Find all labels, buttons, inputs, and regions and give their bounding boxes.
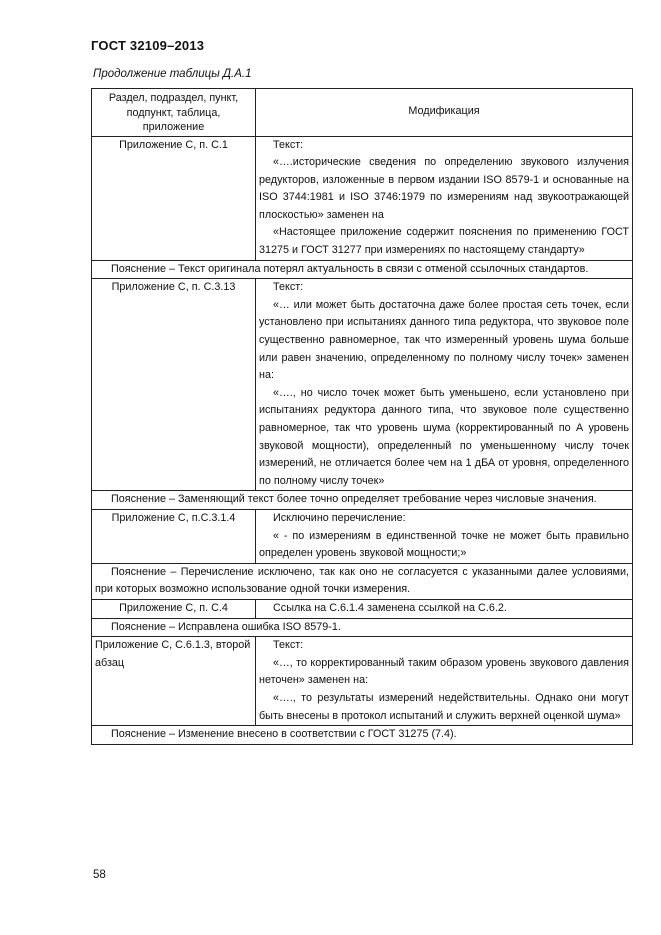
note-cell: Пояснение – Исправлена ошибка ISO 8579-1. — [92, 618, 633, 637]
note-cell: Пояснение – Изменение внесено в соответствии с ГОСТ 31275 (7.4). — [92, 726, 633, 745]
modification-cell — [256, 279, 633, 491]
modification-paragraph: Текст: — [273, 639, 304, 652]
section-cell: Приложение С, п. С.3.13 — [92, 279, 256, 491]
table-row — [92, 599, 633, 618]
modification-paragraph: «…, то корректированный таким образом уровень звукового давления неточен» заменен на: — [259, 656, 629, 687]
note-cell: Пояснение – Текст оригинала потерял актуальность в связи с отменой ссылочных стандартов. — [92, 260, 633, 279]
note-cell: Пояснение – Заменяющий текст более точно определяет требование через числовые значения. — [92, 491, 633, 510]
modification-paragraph: «… или может быть достаточна даже более простая сеть точек, если установлено при испытаниях данного типа редуктора, что звуковое поле существенно равномерное, так что измеренный уровень шума больше или равен значению, определенному по полному числу точек» заменен на: — [259, 298, 629, 382]
table-row — [92, 136, 633, 260]
modification-paragraph: Исключино перечисление: — [273, 511, 406, 524]
section-cell: Приложение С, п. С.4 — [92, 599, 256, 618]
modification-paragraph: «….исторические сведения по определению звукового излучения редукторов, изложенные в первом издании ISO 8579-1 и основанные на ISO 3744:1981 и ISO 3746:1979 по измерениям над звукоотражающей плоскостью» заменен на — [259, 156, 629, 221]
modification-paragraph: «Настоящее приложение содержит пояснения по применению ГОСТ 31275 и ГОСТ 31277 при измерениях по настоящему стандарту» — [259, 226, 629, 257]
document-code: ГОСТ 32109–2013 — [91, 38, 205, 53]
table-header-row — [92, 89, 633, 137]
section-cell: Приложение С, п. С.1 — [92, 136, 256, 260]
section-cell: Приложение С, С.6.1.3, второй абзац — [92, 637, 256, 726]
modification-paragraph: Текст: — [273, 138, 304, 151]
note-row — [92, 491, 633, 510]
table-caption: Продолжение таблицы Д.А.1 — [93, 68, 252, 80]
section-cell: Приложение С, п.С.3.1.4 — [92, 509, 256, 563]
table-row — [92, 637, 633, 726]
modification-cell — [256, 136, 633, 260]
modification-cell — [256, 599, 633, 618]
modification-paragraph: Текст: — [273, 281, 304, 294]
modification-paragraph: Ссылка на С.6.1.4 заменена ссылкой на С.6.2. — [273, 601, 507, 614]
column-header-section: Раздел, подраздел, пункт, подпункт, таблица, приложение — [92, 89, 256, 137]
table-row — [92, 509, 633, 563]
note-row — [92, 618, 633, 637]
modification-paragraph: « - по измерениям в единственной точке не может быть правильно определен уровень звуковой мощности;» — [259, 529, 629, 560]
note-row — [92, 260, 633, 279]
modification-paragraph: «…., но число точек может быть уменьшено, если установлено при испытаниях редуктора данного типа, что звуковое поле существенно равномерное, так что уровень шума (корректированный по А уровень звуковой мощности), определенный по уменьшенному числу точек измерений, не отличается более чем на 1 дБА от уровня, определенного по полному числу точек» — [259, 386, 629, 487]
note-cell: Пояснение – Перечисление исключено, так как оно не согласуется с указанными далее условиями, при которых возможно использование одной точки измерения. — [92, 563, 633, 599]
table-row — [92, 279, 633, 491]
modification-cell — [256, 637, 633, 726]
modification-table — [91, 88, 633, 745]
modification-cell — [256, 509, 633, 563]
modification-paragraph: «…., то результаты измерений недействительны. Однако они могут быть внесены в протокол испытаний и служить верхней оценкой шума» — [259, 691, 629, 722]
page-number: 58 — [93, 869, 106, 881]
column-header-modification: Модификация — [256, 89, 633, 137]
note-row — [92, 726, 633, 745]
note-row — [92, 563, 633, 599]
